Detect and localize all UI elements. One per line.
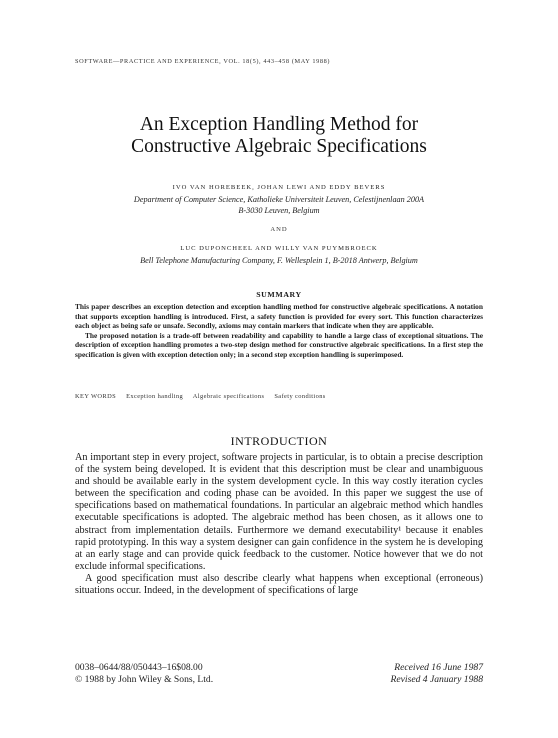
affiliation-2: Bell Telephone Manufacturing Company, F. Wellesplein 1, B-2018 Antwerp, Belgium	[140, 256, 418, 265]
authors-group-1: IVO VAN HOREBEEK, JOHAN LEWI AND EDDY BEVERS	[172, 184, 386, 191]
keyword-item: Exception handling	[126, 393, 184, 400]
body-paragraph-1: An important step in every project, software projects in particular, is to obtain a precise description of the system being developed. It is evident that this description must be clear and unambiguous and should be available early in the system development cycle. In this way costly iteration cycles between the specification and coding phase can be avoided. In this paper we suggest the use of specifications based on mathematical foundations. In particular an algebraic method which handles executable specifications is adopted. The algebraic method has been chosen, as it allows one to abstract from implementation details. Furthermore we demand executability¹ because it enables rapid prototyping. In this way a system designer can gain confidence in the system he is developing at an early stage and can provide quick feedback to the customer. Notice however that we do not exclude informal specifications.	[75, 452, 483, 572]
keywords-label: KEY WORDS	[75, 393, 117, 400]
affiliation-1-line-2: B-3030 Leuven, Belgium	[238, 206, 320, 215]
keywords	[75, 393, 334, 400]
received-date: Received 16 June 1987	[394, 662, 483, 673]
running-head: SOFTWARE—PRACTICE AND EXPERIENCE, VOL. 18(5), 443–458 (MAY 1988)	[75, 58, 331, 65]
affiliation-1-line-1: Department of Computer Science, Katholieke Universiteit Leuven, Celestijnenlaan 200A	[133, 195, 425, 204]
and-separator: AND	[270, 226, 288, 233]
paper-title-line-1: An Exception Handling Method for	[139, 114, 419, 135]
summary-heading: SUMMARY	[256, 290, 302, 299]
body-paragraph-2: A good specification must also describe clearly what happens when exceptional (erroneous) situations occur. Indeed, in the development of specifications of large	[75, 572, 483, 597]
issn-code: 0038–0644/88/050443–16$08.00	[75, 662, 203, 673]
revised-date: Revised 4 January 1988	[390, 674, 483, 685]
authors-group-2: LUC DUPONCHEEL AND WILLY VAN PUYMBROECK	[180, 245, 378, 252]
abstract	[75, 302, 483, 359]
keyword-item: Safety conditions	[274, 393, 326, 400]
footer-right	[391, 662, 483, 686]
copyright-notice: © 1988 by John Wiley & Sons, Ltd.	[75, 674, 214, 685]
abstract-paragraph-1: This paper describes an exception detection and exception handling method for constructive algebraic specifications. A notation that supports exception handling is introduced. First, a safety function is provided for every sort. This function characterizes each object as being safe or unsafe. Secondly, axioms may contain markers that indicate when they are applicable.	[75, 302, 483, 330]
footer-left	[75, 662, 213, 686]
paper-title-line-2: Constructive Algebraic Specifications	[131, 136, 427, 157]
introduction-heading: INTRODUCTION	[230, 434, 328, 448]
abstract-paragraph-2: The proposed notation is a trade-off between readability and capability to handle a large class of exceptional situations. The description of exception handling promotes a two-step design method for constructive algebraic specifications. In a first step the specification is given with exception detection only; in a second step exception handling is superimposed.	[75, 330, 483, 359]
keyword-item: Algebraic specifications	[192, 393, 265, 400]
introduction-body	[75, 452, 483, 597]
